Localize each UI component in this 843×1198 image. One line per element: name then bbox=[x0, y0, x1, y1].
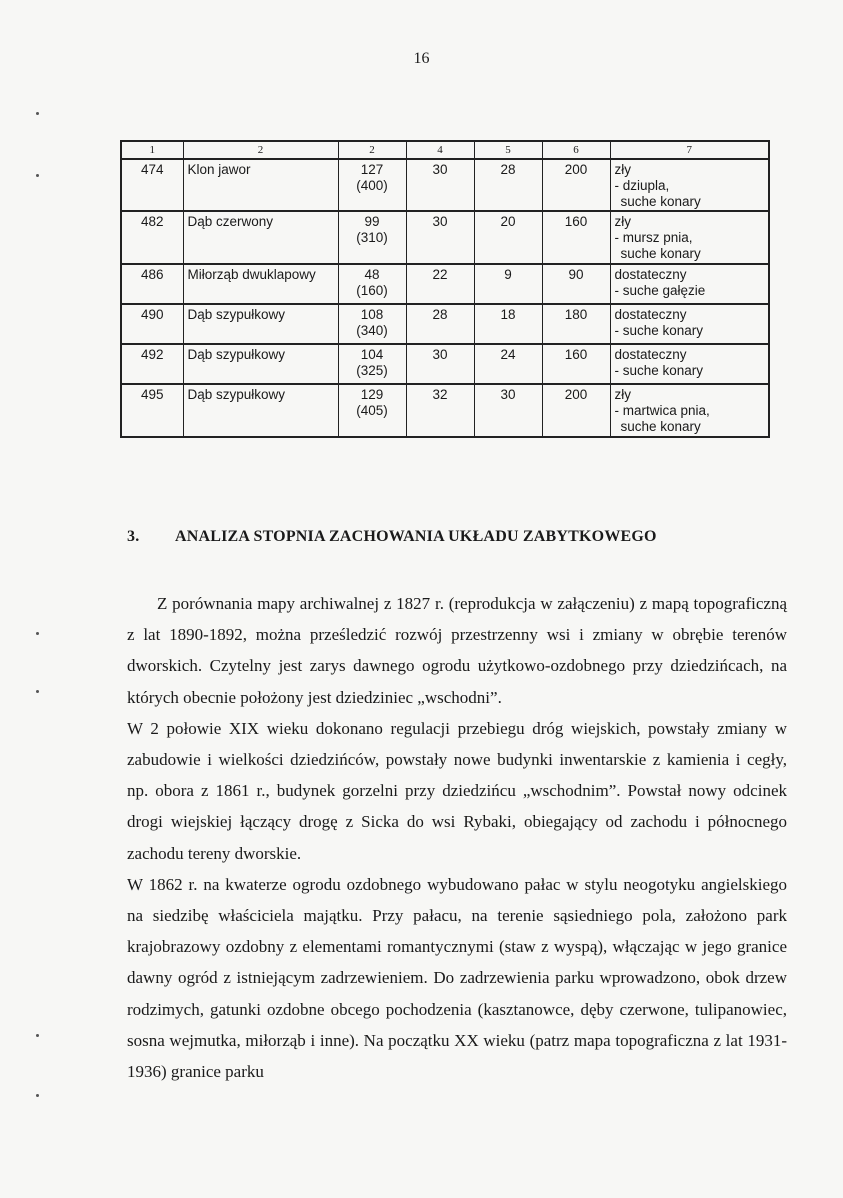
tree-crown: 24 bbox=[474, 344, 542, 384]
tree-number: 486 bbox=[121, 264, 183, 304]
tree-species: Dąb szypułkowy bbox=[183, 344, 338, 384]
tree-condition: dostateczny - suche gałęzie bbox=[610, 264, 769, 304]
scan-margin-dot bbox=[36, 1094, 39, 1097]
tree-number: 495 bbox=[121, 384, 183, 437]
tree-inventory-table bbox=[120, 140, 770, 438]
tree-species: Dąb czerwony bbox=[183, 211, 338, 264]
tree-number: 492 bbox=[121, 344, 183, 384]
tree-age: 200 bbox=[542, 384, 610, 437]
body-text bbox=[127, 588, 787, 1087]
tree-age: 90 bbox=[542, 264, 610, 304]
column-header: 2 bbox=[183, 141, 338, 159]
tree-age: 180 bbox=[542, 304, 610, 344]
table-row bbox=[121, 384, 769, 437]
tree-height: 30 bbox=[406, 211, 474, 264]
tree-circumference: 99 (310) bbox=[338, 211, 406, 264]
tree-age: 200 bbox=[542, 159, 610, 211]
tree-circumference: 108 (340) bbox=[338, 304, 406, 344]
tree-crown: 20 bbox=[474, 211, 542, 264]
section-number: 3. bbox=[127, 528, 140, 545]
table-row bbox=[121, 211, 769, 264]
tree-species: Klon jawor bbox=[183, 159, 338, 211]
table-row bbox=[121, 264, 769, 304]
tree-condition: dostateczny - suche konary bbox=[610, 344, 769, 384]
tree-crown: 18 bbox=[474, 304, 542, 344]
tree-height: 30 bbox=[406, 159, 474, 211]
tree-condition: dostateczny - suche konary bbox=[610, 304, 769, 344]
tree-number: 490 bbox=[121, 304, 183, 344]
tree-condition: zły - martwica pnia, suche konary bbox=[610, 384, 769, 437]
column-header: 6 bbox=[542, 141, 610, 159]
tree-age: 160 bbox=[542, 211, 610, 264]
tree-crown: 28 bbox=[474, 159, 542, 211]
tree-crown: 30 bbox=[474, 384, 542, 437]
tree-circumference: 129 (405) bbox=[338, 384, 406, 437]
tree-circumference: 104 (325) bbox=[338, 344, 406, 384]
tree-circumference: 48 (160) bbox=[338, 264, 406, 304]
tree-circumference: 127 (400) bbox=[338, 159, 406, 211]
page-number: 16 bbox=[413, 50, 430, 67]
column-header: 7 bbox=[610, 141, 769, 159]
column-header: 5 bbox=[474, 141, 542, 159]
tree-height: 28 bbox=[406, 304, 474, 344]
tree-species: Miłorząb dwuklapowy bbox=[183, 264, 338, 304]
tree-condition: zły - dziupla, suche konary bbox=[610, 159, 769, 211]
table-row bbox=[121, 304, 769, 344]
tree-species: Dąb szypułkowy bbox=[183, 304, 338, 344]
table-header-row bbox=[121, 141, 769, 159]
scan-margin-dot bbox=[36, 690, 39, 693]
column-header: 1 bbox=[121, 141, 183, 159]
tree-number: 474 bbox=[121, 159, 183, 211]
tree-species: Dąb szypułkowy bbox=[183, 384, 338, 437]
column-header: 4 bbox=[406, 141, 474, 159]
section-title: ANALIZA STOPNIA ZACHOWANIA UKŁADU ZABYTKOWEGO bbox=[175, 528, 657, 545]
scan-margin-dot bbox=[36, 112, 39, 115]
column-header: 2 bbox=[338, 141, 406, 159]
tree-condition: zły - mursz pnia, suche konary bbox=[610, 211, 769, 264]
scan-margin-dot bbox=[36, 174, 39, 177]
paragraph: W 1862 r. na kwaterze ogrodu ozdobnego wybudowano pałac w stylu neogotyku angielskiego na siedzibę właściciela majątku. Przy pałacu, na terenie sąsiedniego pola, założono park krajobrazowy ozdobny z elementami romantycznymi (staw z wyspą), włączając w jego granice dawny ogród z istniejącym zadrzewieniem. Do zadrzewienia parku wprowadzono, obok drzew rodzimych, gatunki ozdobne obcego pochodzenia (kasztanowce, dęby czerwone, tulipanowiec, sosna wejmutka, miłorząb i inne). Na początku XX wieku (patrz mapa topograficzna z lat 1931-1936) granice parku bbox=[127, 874, 787, 1082]
tree-height: 22 bbox=[406, 264, 474, 304]
section-heading bbox=[127, 528, 657, 546]
tree-height: 30 bbox=[406, 344, 474, 384]
tree-number: 482 bbox=[121, 211, 183, 264]
paragraph: W 2 połowie XIX wieku dokonano regulacji przebiegu dróg wiejskich, powstały zmiany w zabudowie i wielkości dziedzińców, powstały nowe budynki inwentarskie z kamienia i cegły, np. obora z 1861 r., budynek gorzelni przy dziedzińcu „wschodnim”. Powstał nowy odcinek drogi wiejskiej łączący drogę z Sicka do wsi Rybaki, obiegający od zachodu i północnego zachodu tereny dworskie. bbox=[127, 718, 787, 863]
paragraph: Z porównania mapy archiwalnej z 1827 r. (reprodukcja w załączeniu) z mapą topograficzną z lat 1890-1892, można prześledzić rozwój przestrzenny wsi i zmiany w obrębie terenów dworskich. Czytelny jest zarys dawnego ogrodu użytkowo-ozdobnego przy dziedzińcach, na których obecnie położony jest dziedziniec „wschodni”. bbox=[127, 594, 787, 707]
tree-age: 160 bbox=[542, 344, 610, 384]
table-row bbox=[121, 344, 769, 384]
scan-margin-dot bbox=[36, 1034, 39, 1037]
tree-crown: 9 bbox=[474, 264, 542, 304]
scan-margin-dot bbox=[36, 632, 39, 635]
table-row bbox=[121, 159, 769, 211]
tree-height: 32 bbox=[406, 384, 474, 437]
